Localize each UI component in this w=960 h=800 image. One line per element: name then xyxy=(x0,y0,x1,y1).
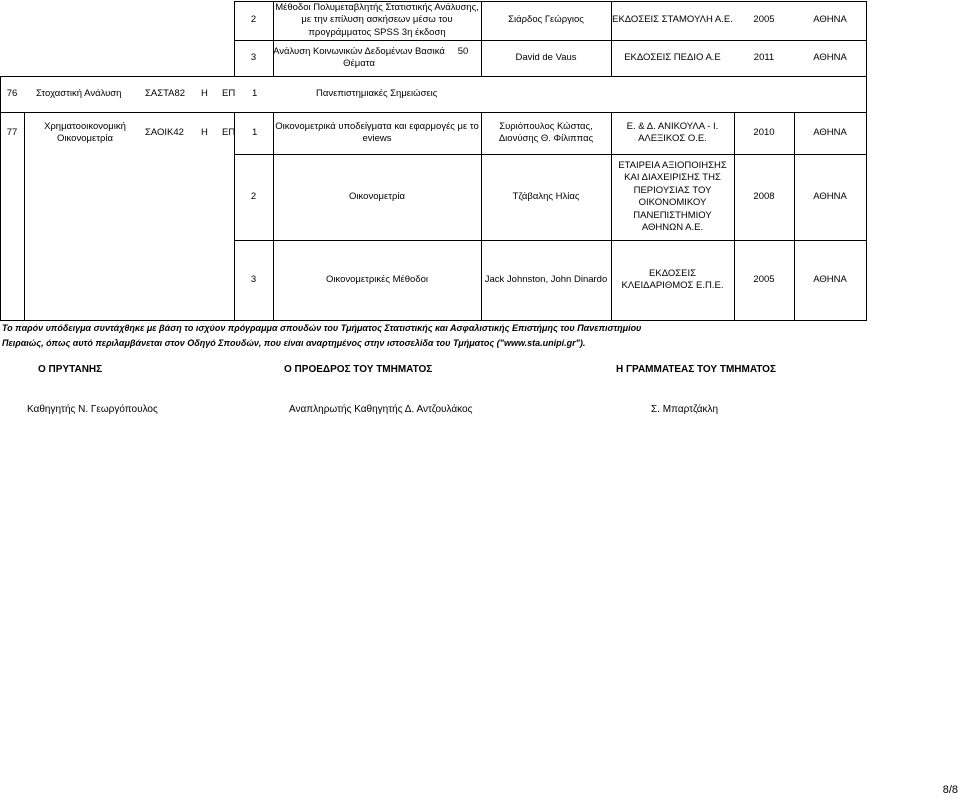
book-number: 2 xyxy=(250,14,257,26)
grid-line xyxy=(866,112,867,321)
book-author: Σιάρδος Γεώργιος xyxy=(508,14,584,26)
book-title: Πανεπιστημιακές Σημειώσεις xyxy=(316,87,438,99)
book-publisher: ΕΚΔΟΣΕΙΣ ΚΛΕΙΔΑΡΙΘΜΟΣ Ε.Π.Ε. xyxy=(621,267,724,291)
grid-line xyxy=(24,112,25,321)
rector-name: Καθηγητής Ν. Γεωργόπουλος xyxy=(27,404,158,415)
book-title: Ανάλυση Κοινωνικών Δεδομένων Βασικά Θέματα xyxy=(273,45,445,69)
course-number: 76 xyxy=(6,87,18,99)
book-year: 2011 xyxy=(753,51,775,63)
chair-title: Ο ΠΡΟΕΔΡΟΣ ΤΟΥ ΤΜΗΜΑΤΟΣ xyxy=(284,364,433,375)
course-name: Στοχαστική Ανάλυση xyxy=(36,87,122,99)
book-number: 3 xyxy=(250,51,257,63)
book-title: Οικονομετρικά υποδείγματα και εφαρμογές με το eviews xyxy=(275,120,479,144)
book-author: Συριόπουλος Κώστας, Διονύσης Θ. Φίλιππας xyxy=(498,120,594,144)
book-year: 2010 xyxy=(753,126,775,138)
rector-title: Ο ΠΡΥΤΑΝΗΣ xyxy=(38,364,103,375)
course-code: ΣΑΟΙΚ42 xyxy=(145,126,184,138)
course-category: ΕΠ xyxy=(222,87,236,99)
book-city: ΑΘΗΝΑ xyxy=(813,190,847,202)
book-title: Μέθοδοι Πολυμεταβλητής Στατιστικής Ανάλυσης, με την επίλυση ασκήσεων μέσω του προγράμματος SPSS 3η έκδοση xyxy=(275,1,479,38)
book-year: 2005 xyxy=(753,14,775,26)
book-city: ΑΘΗΝΑ xyxy=(813,273,847,285)
book-author: Jack Johnston, John Dinardo xyxy=(484,273,608,285)
book-author: David de Vaus xyxy=(515,51,577,63)
chair-name: Αναπληρωτής Καθηγητής Δ. Αντζουλάκος xyxy=(289,404,473,415)
secretary-title: Η ΓΡΑΜΜΑΤΕΑΣ ΤΟΥ ΤΜΗΜΑΤΟΣ xyxy=(616,364,776,375)
book-author: Τζάβαλης Ηλίας xyxy=(512,190,580,202)
book-year: 2005 xyxy=(753,273,775,285)
course-code: ΣΑΣΤΑ82 xyxy=(145,87,186,99)
book-number: 3 xyxy=(250,273,257,285)
book-title: Οικονομετρικές Μέθοδοι xyxy=(325,273,429,285)
book-publisher: ΕΚΔΟΣΕΙΣ ΠΕΔΙΟ Α.Ε xyxy=(624,51,721,63)
course-type: Η xyxy=(201,87,208,99)
book-publisher: Ε. & Δ. ΑΝΙΚΟΥΛΑ - Ι. ΑΛΕΞΙΚΟΣ Ο.Ε. xyxy=(626,120,719,144)
footnote-line-1: Το παρόν υπόδειγμα συντάχθηκε με βάση το ισχύον πρόγραμμα σπουδών του Τμήματος Στατιστικής και Ασφαλιστικής Επιστήμης του Πανεπιστημίου xyxy=(2,323,642,333)
footnote-line-2: Πειραιώς, όπως αυτό περιλαμβάνεται στον Οδηγό Σπουδών, που είναι αναρτημένος στην ιστοσελίδα του Τμήματος ("www.sta.unipi.gr"). xyxy=(2,338,586,348)
book-city: ΑΘΗΝΑ xyxy=(813,126,847,138)
book-year: 2008 xyxy=(753,190,775,202)
book-extra-number: 50 xyxy=(457,45,469,57)
book-city: ΑΘΗΝΑ xyxy=(813,51,847,63)
book-number: 2 xyxy=(250,190,257,202)
course-category: ΕΠ xyxy=(222,126,236,138)
book-number: 1 xyxy=(252,87,258,99)
book-title: Οικονομετρία xyxy=(349,190,405,202)
book-publisher: ΕΤΑΙΡΕΙΑ ΑΞΙΟΠΟΙΗΣΗΣ ΚΑΙ ΔΙΑΧΕΙΡΙΣΗΣ ΤΗΣ ΠΕΡΙΟΥΣΙΑΣ ΤΟΥ ΟΙΚΟΝΟΜΙΚΟΥ ΠΑΝΕΠΙΣΤΗΜΙΟΥ ΑΘΗΝΩΝ Α.Ε. xyxy=(618,159,727,233)
secretary-name: Σ. Μπαρτζάκλη xyxy=(651,404,719,415)
book-publisher: ΕΚΔΟΣΕΙΣ ΣΤΑΜΟΥΛΗ Α.Ε. xyxy=(612,14,733,26)
grid-line xyxy=(866,76,867,113)
course-number: 77 xyxy=(6,126,18,138)
course-name: Χρηματοοικονομική Οικονομετρία xyxy=(44,120,126,144)
grid-line xyxy=(866,1,867,77)
page-number: 8/8 xyxy=(942,784,958,796)
book-number: 1 xyxy=(252,126,258,138)
book-city: ΑΘΗΝΑ xyxy=(813,14,847,26)
course-type: Η xyxy=(201,126,208,138)
grid-line xyxy=(0,320,866,321)
